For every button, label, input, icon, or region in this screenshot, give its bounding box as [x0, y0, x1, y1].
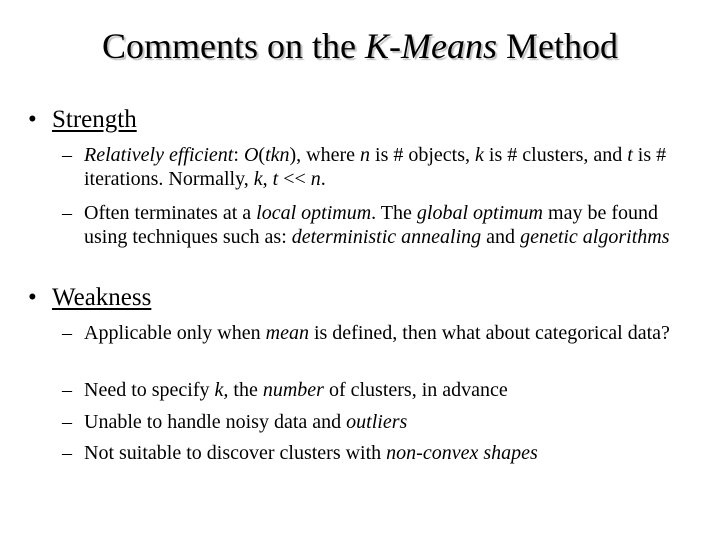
text-run: , [262, 167, 273, 190]
sub-dash: – [62, 379, 72, 401]
text-run: is defined, then what about categorical data? [308, 322, 670, 344]
text-run: Not suitable to discover clusters with [84, 442, 387, 464]
sub-dash: – [62, 322, 72, 344]
sub-dash: – [62, 202, 72, 224]
text-run: is # objects, [370, 144, 476, 166]
sub-text [84, 411, 702, 435]
emphasis-text: mean [265, 322, 309, 344]
text-run: Applicable only when [84, 322, 266, 344]
emphasis-text: tkn [265, 144, 290, 166]
text-run: and [481, 225, 521, 248]
text-run: . The [371, 202, 417, 224]
text-run: << [278, 167, 311, 190]
strength-item-2 [62, 202, 702, 249]
emphasis-text: non-convex shapes [386, 442, 538, 464]
weakness-item-2 [62, 379, 702, 403]
weakness-item-1 [62, 322, 702, 346]
title-post: Method [496, 26, 618, 66]
sub-dash: – [62, 411, 72, 433]
strength-bullet [28, 105, 137, 135]
weakness-item-3 [62, 411, 702, 435]
text-run: the [228, 379, 263, 401]
emphasis-text: deterministic annealing [291, 225, 482, 248]
strength-heading: Strength [52, 106, 137, 133]
sub-text [84, 442, 702, 466]
text-run: Need to specify [84, 379, 215, 401]
text-run: Unable to handle noisy data and [84, 411, 347, 433]
emphasis-text: global optimum [416, 202, 544, 224]
emphasis-text: n [360, 144, 371, 166]
text-run: Often terminates at a [84, 202, 257, 224]
sub-text [84, 144, 702, 191]
slide-title [0, 24, 720, 68]
weakness-heading: Weakness [52, 284, 152, 311]
emphasis-text: k, [214, 379, 229, 401]
emphasis-text: outliers [346, 411, 408, 433]
weakness-bullet [28, 283, 151, 313]
text-run: . [320, 167, 326, 190]
strength-item-1 [62, 144, 702, 191]
sub-text [84, 322, 702, 346]
emphasis-text: n [310, 167, 321, 190]
emphasis-text: O [243, 144, 259, 166]
emphasis-text: t [627, 144, 633, 166]
text-run: is # iterations. Normally, [84, 144, 667, 190]
text-run: of clusters, in advance [323, 379, 508, 401]
text-run: ), where [289, 144, 361, 166]
emphasis-text: genetic algorithms [520, 225, 670, 248]
text-run: is # clusters, and [483, 144, 628, 166]
title-pre: Comments on the [102, 26, 365, 66]
emphasis-text: number [262, 379, 324, 401]
sub-text [84, 202, 702, 249]
weakness-item-4 [62, 442, 702, 466]
emphasis-text: Relatively efficient [84, 144, 234, 166]
title-italic: K-Means [365, 26, 497, 66]
emphasis-text: k [475, 144, 484, 166]
text-run: may be found using techniques such as: [84, 202, 658, 248]
text-run: : [233, 144, 244, 166]
emphasis-text: k [253, 167, 263, 190]
emphasis-text: t [272, 167, 279, 190]
emphasis-text: local optimum [256, 202, 372, 224]
bullet-dot: • [28, 106, 37, 133]
sub-text [84, 379, 702, 403]
bullet-dot: • [28, 284, 37, 311]
sub-dash: – [62, 144, 72, 166]
text-run: ( [258, 144, 266, 166]
sub-dash: – [62, 442, 72, 464]
